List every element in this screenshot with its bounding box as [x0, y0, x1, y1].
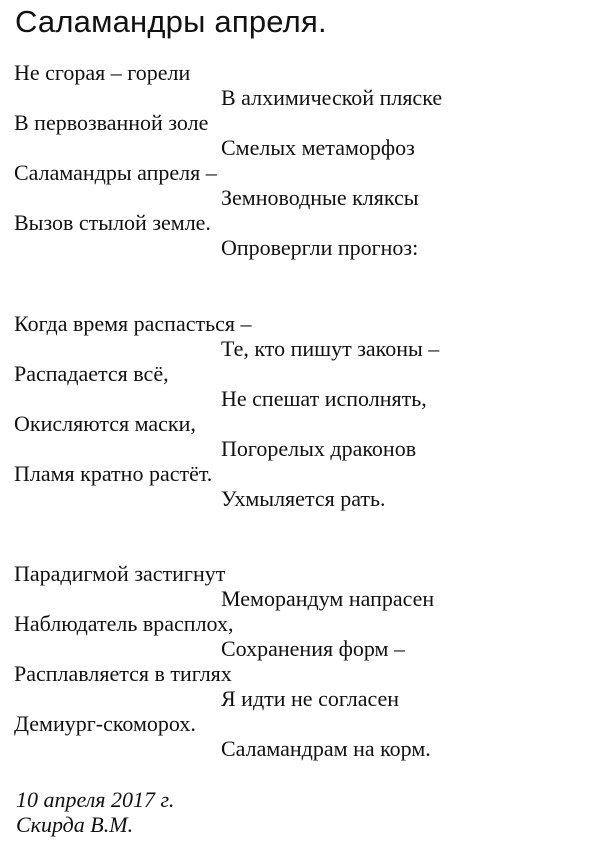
poem-line: В алхимической пляске: [221, 85, 443, 110]
signature-date: 10 апреля 2017 г.: [16, 787, 175, 812]
poem-line: Когда время распасться –: [14, 311, 252, 336]
poem-line: Ухмыляется рать.: [221, 486, 386, 511]
poem-line: Наблюдатель врасплох,: [14, 611, 234, 636]
poem-line: Не сгорая – горели: [14, 60, 191, 85]
poem-line: Земноводные кляксы: [221, 185, 419, 210]
poem-line: Демиург-скоморох.: [14, 711, 196, 736]
poem-line: Расплавляется в тиглях: [14, 661, 232, 686]
poem-line: Саламандрам на корм.: [221, 736, 431, 761]
poem-line: Парадигмой застигнут: [14, 561, 226, 586]
poem-line: В первозванной золе: [14, 110, 209, 135]
poem-line: Меморандум напрасен: [221, 586, 435, 611]
poem-line: Вызов стылой земле.: [14, 210, 211, 235]
poem-line: Те, кто пишут законы –: [221, 336, 440, 361]
poem-line: Смелых метаморфоз: [221, 135, 415, 160]
poem-line: Погорелых драконов: [221, 436, 417, 461]
poem-line: Пламя кратно растёт.: [14, 461, 213, 486]
poem-line: Сохранения форм –: [221, 636, 405, 661]
poem-line: Саламандры апреля –: [14, 160, 217, 185]
poem-line: Не спешат исполнять,: [221, 386, 427, 411]
poem-line: Я идти не согласен: [221, 686, 400, 711]
signature-author: Скирда В.М.: [16, 812, 134, 837]
signature-block: [16, 787, 174, 837]
poem-title: Саламандры апреля.: [15, 4, 327, 39]
poem-line: Окисляются маски,: [14, 411, 196, 436]
poem-line: Распадается всё,: [14, 361, 169, 386]
poem-line: Опровергли прогноз:: [221, 235, 419, 260]
